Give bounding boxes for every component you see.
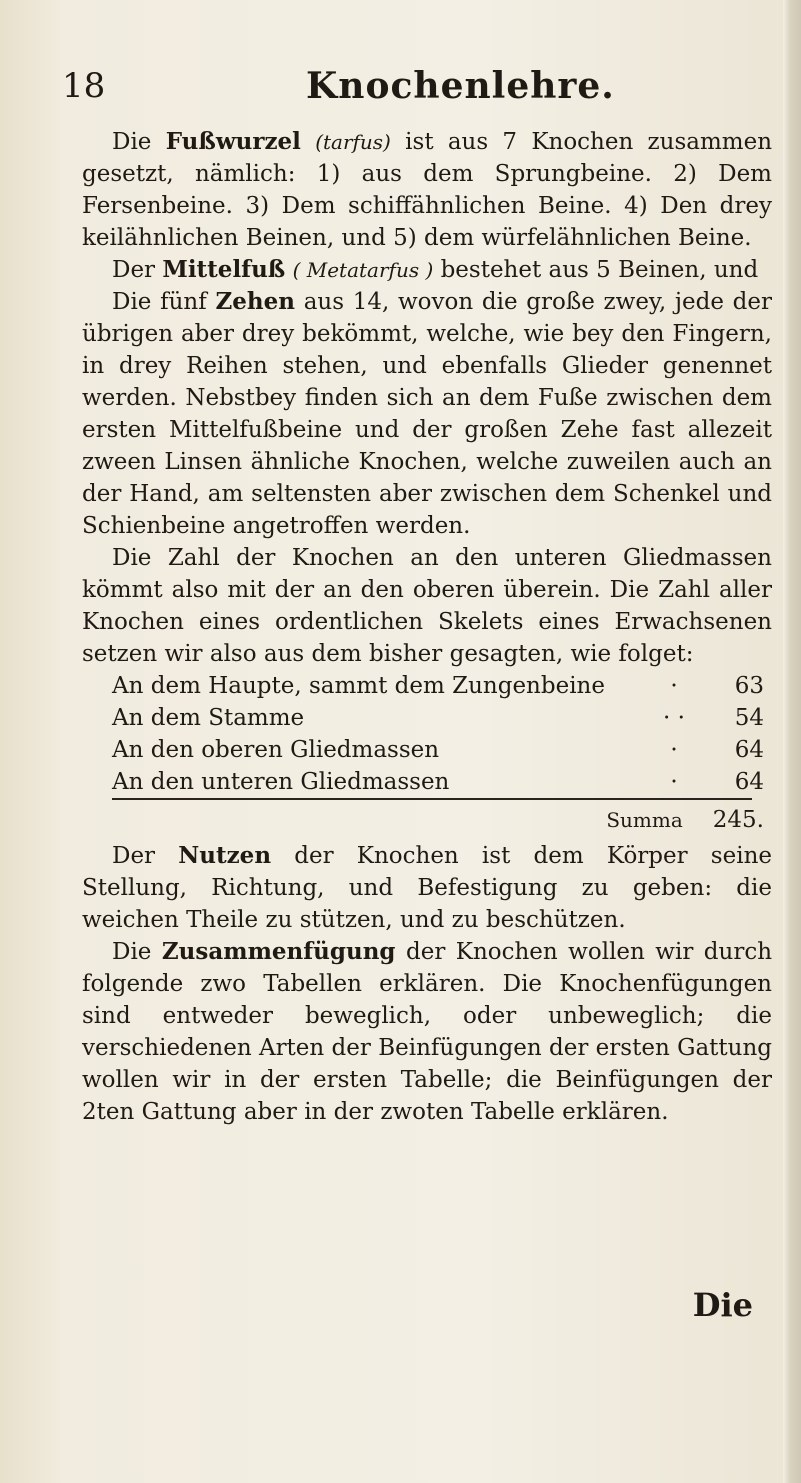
row-label: An den oberen Gliedmassen (112, 737, 440, 763)
sum-row (82, 804, 772, 840)
page-number: 18 (62, 66, 106, 106)
row-dots: · · (663, 705, 685, 731)
latin-term: (tarfus) (315, 130, 391, 154)
paragraph-lead: Der (112, 843, 156, 869)
row-label: An dem Stamme (112, 705, 305, 731)
table-row (82, 734, 772, 766)
paragraph-lead: Die fünf (112, 289, 207, 315)
row-label: An den unteren Gliedmassen (112, 769, 450, 795)
paragraph-lead: Die (112, 939, 152, 965)
row-dots: · (670, 737, 678, 763)
paragraph-tarsus (82, 126, 772, 254)
paragraph-use (82, 840, 772, 936)
sum-rule (112, 798, 752, 800)
paragraph-lead: Die (112, 129, 152, 155)
paragraph-bone-count: Die Zahl der Knochen an den unteren Gliedmassen kömmt also mit der an den oberen überein. Die Zahl aller Knochen eines ordentlichen Skelets eines Erwachsenen setzen wir also aus dem bisher gesagten, wie folget: (82, 545, 772, 667)
row-label: An dem Haupte, sammt dem Zungenbeine (112, 673, 605, 699)
term-zehen: Zehen (215, 288, 295, 315)
term-zusammenfuegung: Zusammenfügung (161, 938, 396, 965)
page-header (62, 62, 762, 110)
table-row (82, 766, 772, 798)
term-mittelfuss: Mittelfuß (162, 256, 286, 283)
table-row (82, 702, 772, 734)
row-dots: · (670, 673, 678, 699)
bone-count-table (82, 670, 772, 840)
row-value: 64 (734, 737, 764, 763)
paragraph-text: bestehet aus 5 Beinen, und (440, 257, 759, 283)
paragraph-joints (82, 936, 772, 1128)
paragraph-text: der Knochen wollen wir durch folgende zwo Tabellen erklären. Die Knochenfügungen sind entweder beweglich, oder unbeweglich; die verschiedenen Arten der Beinfügungen der ersten Gattung wollen wir in der ersten Tabelle; die Beinfügungen der 2ten Gattung aber in der zwoten Tabelle erklären. (82, 939, 773, 1125)
catchword: Die (692, 1286, 753, 1324)
paragraph-lead: Der (112, 257, 156, 283)
term-fusswurzel: Fußwurzel (165, 128, 301, 155)
paragraph-text: aus 14, wovon die große zwey, jede der übrigen aber drey bekömmt, welche, wie bey den Fingern, in drey Reihen stehen, und ebenfalls Glieder genennet werden. Nebstbey finden sich an dem Fuße zwischen dem ersten Mittelfußbeine und der großen Zehe fast allezeit zween Linsen ähnliche Knochen, welche zuweilen auch an der Hand, am seltensten aber zwischen dem Schenkel und Schienbeine angetroffen werden. (82, 289, 772, 539)
row-value: 64 (734, 769, 764, 795)
page-body (82, 126, 772, 1128)
sum-value: 245. (712, 807, 764, 833)
latin-term: ( Metatarfus ) (292, 258, 434, 282)
paragraph-toes (82, 286, 772, 542)
paragraph-text: ist aus 7 Knochen zusammen gesetzt, nämlich: 1) aus dem Sprungbeine. 2) Dem Fersenbeine. 3) Dem schiffähnlichen Beine. 4) Den drey keilähnlichen Beinen, und 5) dem würfelähnlichen Beine. (82, 129, 773, 251)
sum-label: Summa (606, 808, 683, 832)
page-edge-shadow (783, 0, 801, 1483)
paragraph-metatarsus (82, 254, 772, 286)
row-value: 54 (734, 705, 764, 731)
running-head: Knochenlehre. (306, 65, 615, 107)
paragraph-text: der Knochen ist dem Körper seine Stellung, Richtung, und Befestigung zu geben: die weichen Theile zu stützen, und zu beschützen. (82, 843, 773, 933)
term-nutzen: Nutzen (178, 842, 272, 869)
row-dots: · (670, 769, 678, 795)
row-value: 63 (734, 673, 764, 699)
table-row (82, 670, 772, 702)
